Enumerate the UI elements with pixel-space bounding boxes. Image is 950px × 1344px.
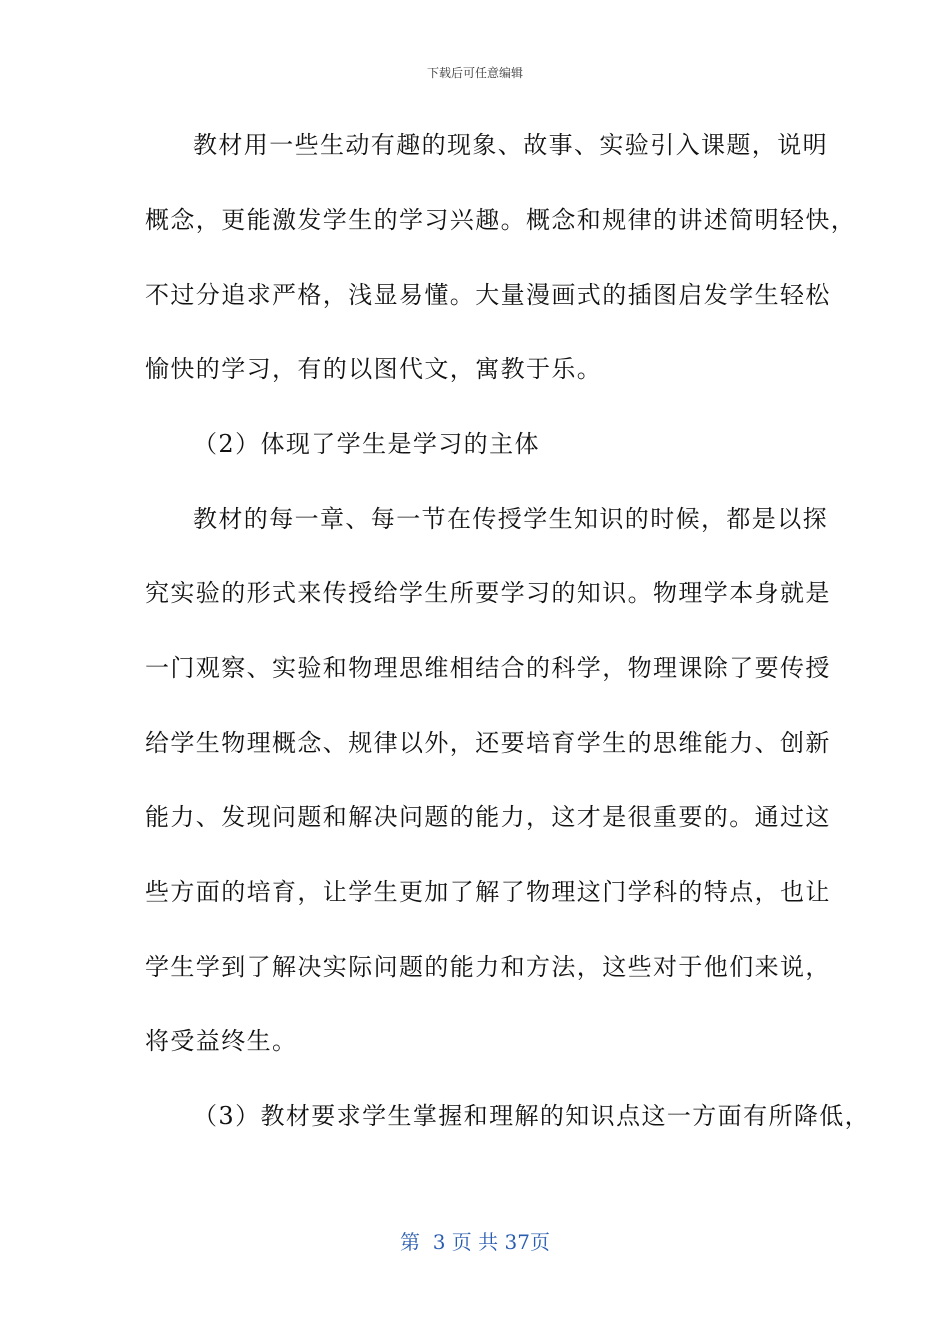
text-line: 能力、发现问题和解决问题的能力，这才是很重要的。通过这 [145, 803, 831, 831]
text-line: 些方面的培育，让学生更加了解了物理这门学科的特点，也让 [145, 878, 831, 906]
text-line: 教材用一些生动有趣的现象、故事、实验引入课题，说明 [193, 131, 828, 159]
text-line: 不过分追求严格，浅显易懂。大量漫画式的插图启发学生轻松 [145, 281, 831, 309]
text-line: 将受益终生。 [145, 1027, 298, 1055]
text-line: （3）教材要求学生掌握和理解的知识点这一方面有所降低， [193, 1102, 871, 1130]
text-line: 一门观察、实验和物理思维相结合的科学，物理课除了要传授 [145, 654, 831, 682]
text-line: 愉快的学习，有的以图代文，寓教于乐。 [145, 355, 603, 383]
page-number-footer: 第 3 页 共 37页 [400, 1230, 550, 1254]
text-line: 究实验的形式来传授给学生所要学习的知识。物理学本身就是 [145, 579, 831, 607]
text-line: 教材的每一章、每一节在传授学生知识的时候，都是以探 [193, 505, 828, 533]
text-line: 概念，更能激发学生的学习兴趣。概念和规律的讲述简明轻快， [145, 206, 857, 234]
text-line: （2）体现了学生是学习的主体 [193, 430, 540, 458]
text-line: 给学生物理概念、规律以外，还要培育学生的思维能力、创新 [145, 729, 831, 757]
text-line: 学生学到了解决实际问题的能力和方法，这些对于他们来说， [145, 953, 831, 981]
page-header: 下载后可任意编辑 [426, 66, 523, 80]
